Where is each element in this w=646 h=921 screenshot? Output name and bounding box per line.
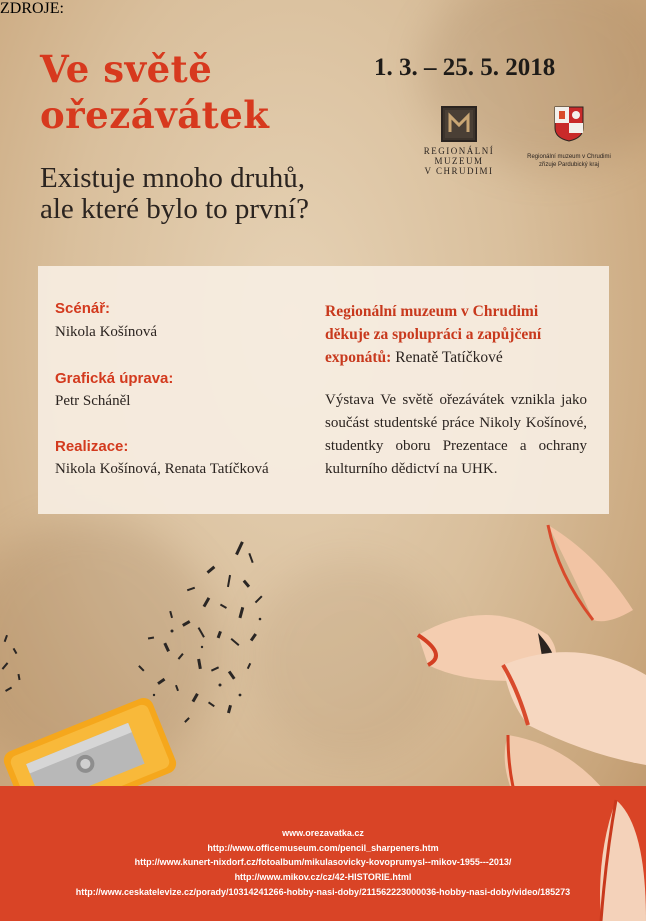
title-line-2: ořezávátek [40,93,270,137]
pencil-shaving-corner-icon [596,795,646,921]
credit-value-realization: Nikola Košínová, Renata Tatíčková [55,461,269,477]
subtitle-line-2: ale které bylo to první? [40,193,309,225]
title-line-1: Ve světě [40,47,213,91]
museum-logo [408,106,510,176]
acknowledgement [325,300,615,369]
source-link-4[interactable]: http://www.mikov.cz/cz/42-HISTORIE.html [234,872,412,882]
thanks-line-3: exponátů: [325,349,392,366]
source-link-3[interactable]: http://www.kunert-nixdorf.cz/fotoalbum/mikulasovicky-kovoprumysl--mikov-1955---2013/ [134,857,512,867]
source-link-5[interactable]: http://www.ceskatelevize.cz/porady/10314241266-hobby-nasi-doby/211562223000036-hobby-nasi-doby/video/185273 [75,887,571,897]
credit-label-graphics: Grafická úprava: [55,370,174,387]
subtitle-line-1: Existuje mnoho druhů, [40,162,306,194]
region-name-line-1: Regionální muzeum v Chrudimi [527,154,611,160]
source-link-2[interactable]: http://www.officemuseum.com/pencil_sharpeners.htm [207,843,439,853]
museum-name-line-1: REGIONÁLNÍ [423,146,495,156]
museum-name-line-3: V CHRUDIMI [424,166,494,176]
region-name-line-2: zřizuje Pardubický kraj [538,162,600,168]
sources-footer [0,786,646,921]
thanks-name: Renatě Tatíčkové [395,349,503,366]
credit-value-graphics: Petr Scháněl [55,393,131,409]
credit-label-screenplay: Scénář: [55,300,111,317]
museum-name-line-2: MUZEUM [434,156,484,166]
exhibition-description: Výstava Ve světě ořezávátek vznikla jako součást studentské práce Nikoly Košínové, studentky oboru Prezentace a ochrany kulturního dědictví na UHK. [325,392,587,477]
thanks-line-1: Regionální muzeum v Chrudimi [325,303,539,320]
source-link-1[interactable]: www.orezavatka.cz [282,828,364,838]
pencil-shavings-icon [408,515,646,825]
thanks-line-2: děkuje za spolupráci a zapůjčení [325,326,542,343]
sources-heading: ZDROJE: [0,0,64,17]
exhibition-dates: 1. 3. – 25. 5. 2018 [374,54,556,81]
region-logo [520,106,618,169]
museum-emblem-icon [441,106,477,142]
region-crest-icon [554,106,584,142]
poster-subtitle [40,163,309,225]
poster-title [40,46,269,138]
credit-value-screenplay: Nikola Košínová [55,324,158,340]
credit-label-realization: Realizace: [55,438,129,455]
